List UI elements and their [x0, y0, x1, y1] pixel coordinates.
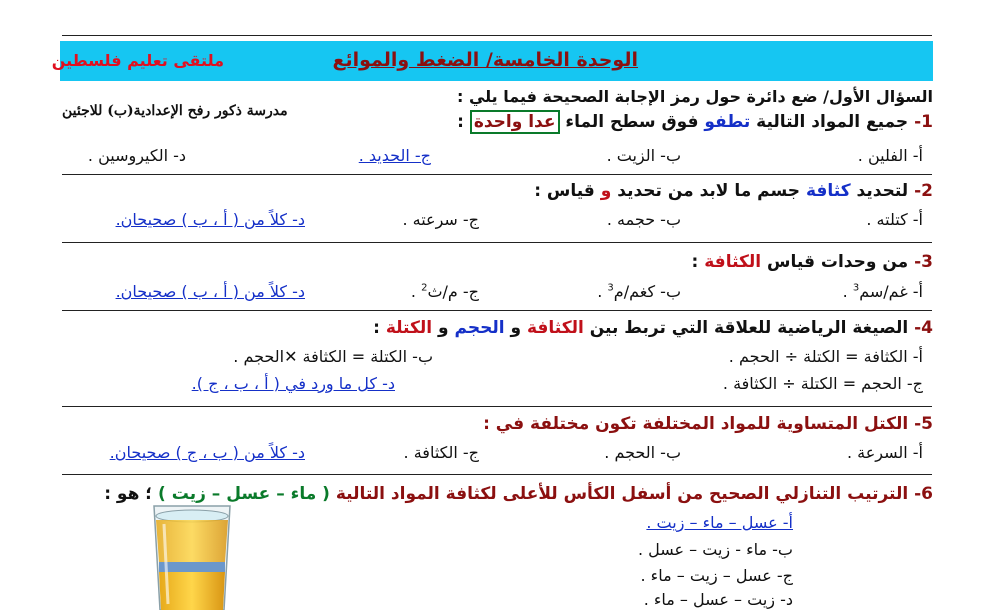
question-text: فوق سطح الماء: [559, 112, 705, 132]
question-text: من وحدات قياس: [761, 252, 909, 272]
q2-option-a[interactable]: أ- كتلته .: [866, 210, 923, 229]
q6-option-d[interactable]: د- زيت – عسل – ماء .: [643, 590, 793, 609]
question-number: 4-: [914, 318, 933, 338]
superscript: 3: [852, 282, 860, 294]
option-text: ج- م/ث: [427, 282, 479, 301]
q1-option-c[interactable]: ج- الحديد .: [358, 146, 431, 165]
question-text: الكتل المتساوية للمواد المختلفة تكون مختلفة في :: [483, 414, 909, 434]
question-5: [483, 414, 933, 434]
question-text: :: [457, 112, 470, 132]
q4-option-c[interactable]: ج- الحجم = الكتلة ÷ الكثافة .: [722, 374, 923, 393]
keyword-volume: الحجم: [454, 318, 505, 338]
q4-option-b[interactable]: ب- الكتلة = الكثافة ✕الحجم .: [233, 347, 433, 366]
q6-option-c[interactable]: ج- عسل – زيت – ماء .: [640, 566, 793, 585]
question-text: و: [432, 318, 455, 338]
divider: [62, 310, 932, 311]
divider: [62, 406, 932, 407]
question-text: قياس :: [534, 181, 601, 201]
question-text: لتحديد: [850, 181, 909, 201]
keyword-density: كثافة: [805, 181, 851, 201]
option-text: ب- كغم/م: [613, 282, 681, 301]
question-text: الترتيب التنازلي الصحيح من أسفل الكأس للأعلى لكثافة المواد التالية: [329, 484, 909, 504]
keyword-liquids: ( ماء – عسل – زيت ): [158, 484, 330, 504]
superscript: 3: [607, 282, 614, 294]
question-number: 3-: [914, 252, 933, 272]
divider: [62, 474, 932, 475]
unit-title: الوحدة الخامسة/ الضغط والموائع: [332, 49, 638, 71]
forum-name: ملتقى تعليم فلسطين: [51, 51, 224, 70]
q5-option-c[interactable]: ج- الكثافة .: [403, 443, 479, 462]
question-4: [373, 318, 933, 338]
divider: [62, 242, 932, 243]
q5-option-b[interactable]: ب- الحجم .: [604, 443, 681, 462]
question-number: 5-: [914, 414, 933, 434]
question-text: الصيغة الرياضية للعلاقة التي تربط بين: [583, 318, 909, 338]
q2-option-d[interactable]: د- كلاً من ( أ ، ب ) صحيحان.: [115, 210, 305, 229]
q1-option-b[interactable]: ب- الزيت .: [606, 146, 681, 165]
q1-option-d[interactable]: د- الكيروسين .: [87, 146, 186, 165]
superscript: 2: [421, 282, 428, 294]
q6-option-a[interactable]: أ- عسل – ماء – زيت .: [646, 513, 793, 532]
option-text: .: [842, 282, 848, 301]
q3-option-d[interactable]: د- كلاً من ( أ ، ب ) صحيحان.: [115, 282, 305, 301]
keyword-and: و: [600, 181, 612, 201]
q6-option-b[interactable]: ب- ماء - زيت – عسل .: [637, 540, 793, 559]
glass-illustration: [150, 500, 234, 610]
q3-option-a[interactable]: [843, 282, 923, 301]
keyword-density: الكثافة: [704, 252, 762, 272]
question-text: جسم ما لابد من تحديد: [611, 181, 806, 201]
q5-option-d[interactable]: د- كلاً من ( ب ، ج ) صحيحان.: [109, 443, 305, 462]
q3-option-b[interactable]: [597, 282, 681, 301]
question-number: 2-: [914, 181, 933, 201]
option-text: أ- غم/سم: [859, 282, 923, 301]
instruction-text: السؤال الأول/ ضع دائرة حول رمز الإجابة الصحيحة فيما يلي :: [456, 87, 933, 106]
keyword-except-box: عدا واحدة: [470, 110, 560, 134]
question-text: ؛ هو :: [104, 484, 159, 504]
question-number: 1-: [914, 112, 933, 132]
question-3: [692, 252, 933, 272]
option-text: .: [597, 282, 603, 301]
keyword-float: تطفو: [704, 112, 751, 132]
q1-option-a[interactable]: أ- الفلين .: [857, 146, 923, 165]
option-text: .: [410, 282, 416, 301]
question-1: [457, 112, 933, 132]
question-text: و: [504, 318, 527, 338]
q4-option-a[interactable]: أ- الكثافة = الكتلة ÷ الحجم .: [728, 347, 923, 366]
keyword-mass: الكتلة: [385, 318, 433, 338]
question-text: :: [691, 252, 705, 272]
divider: [62, 174, 932, 175]
top-rule: [62, 35, 932, 36]
q5-option-a[interactable]: أ- السرعة .: [846, 443, 923, 462]
q3-option-c[interactable]: [411, 282, 479, 301]
keyword-density: الكثافة: [526, 318, 584, 338]
question-number: 6-: [914, 484, 933, 504]
question-text: :: [373, 318, 386, 338]
q2-option-c[interactable]: ج- سرعته .: [402, 210, 479, 229]
q2-option-b[interactable]: ب- حجمه .: [606, 210, 681, 229]
q4-option-d[interactable]: د- كل ما ورد في ( أ ، ب ، ج ).: [191, 374, 395, 393]
question-2: [534, 181, 933, 201]
school-name: مدرسة ذكور رفح الإعدادية(ب) للاجئين: [62, 103, 288, 119]
question-text: جميع المواد التالية: [750, 112, 909, 132]
